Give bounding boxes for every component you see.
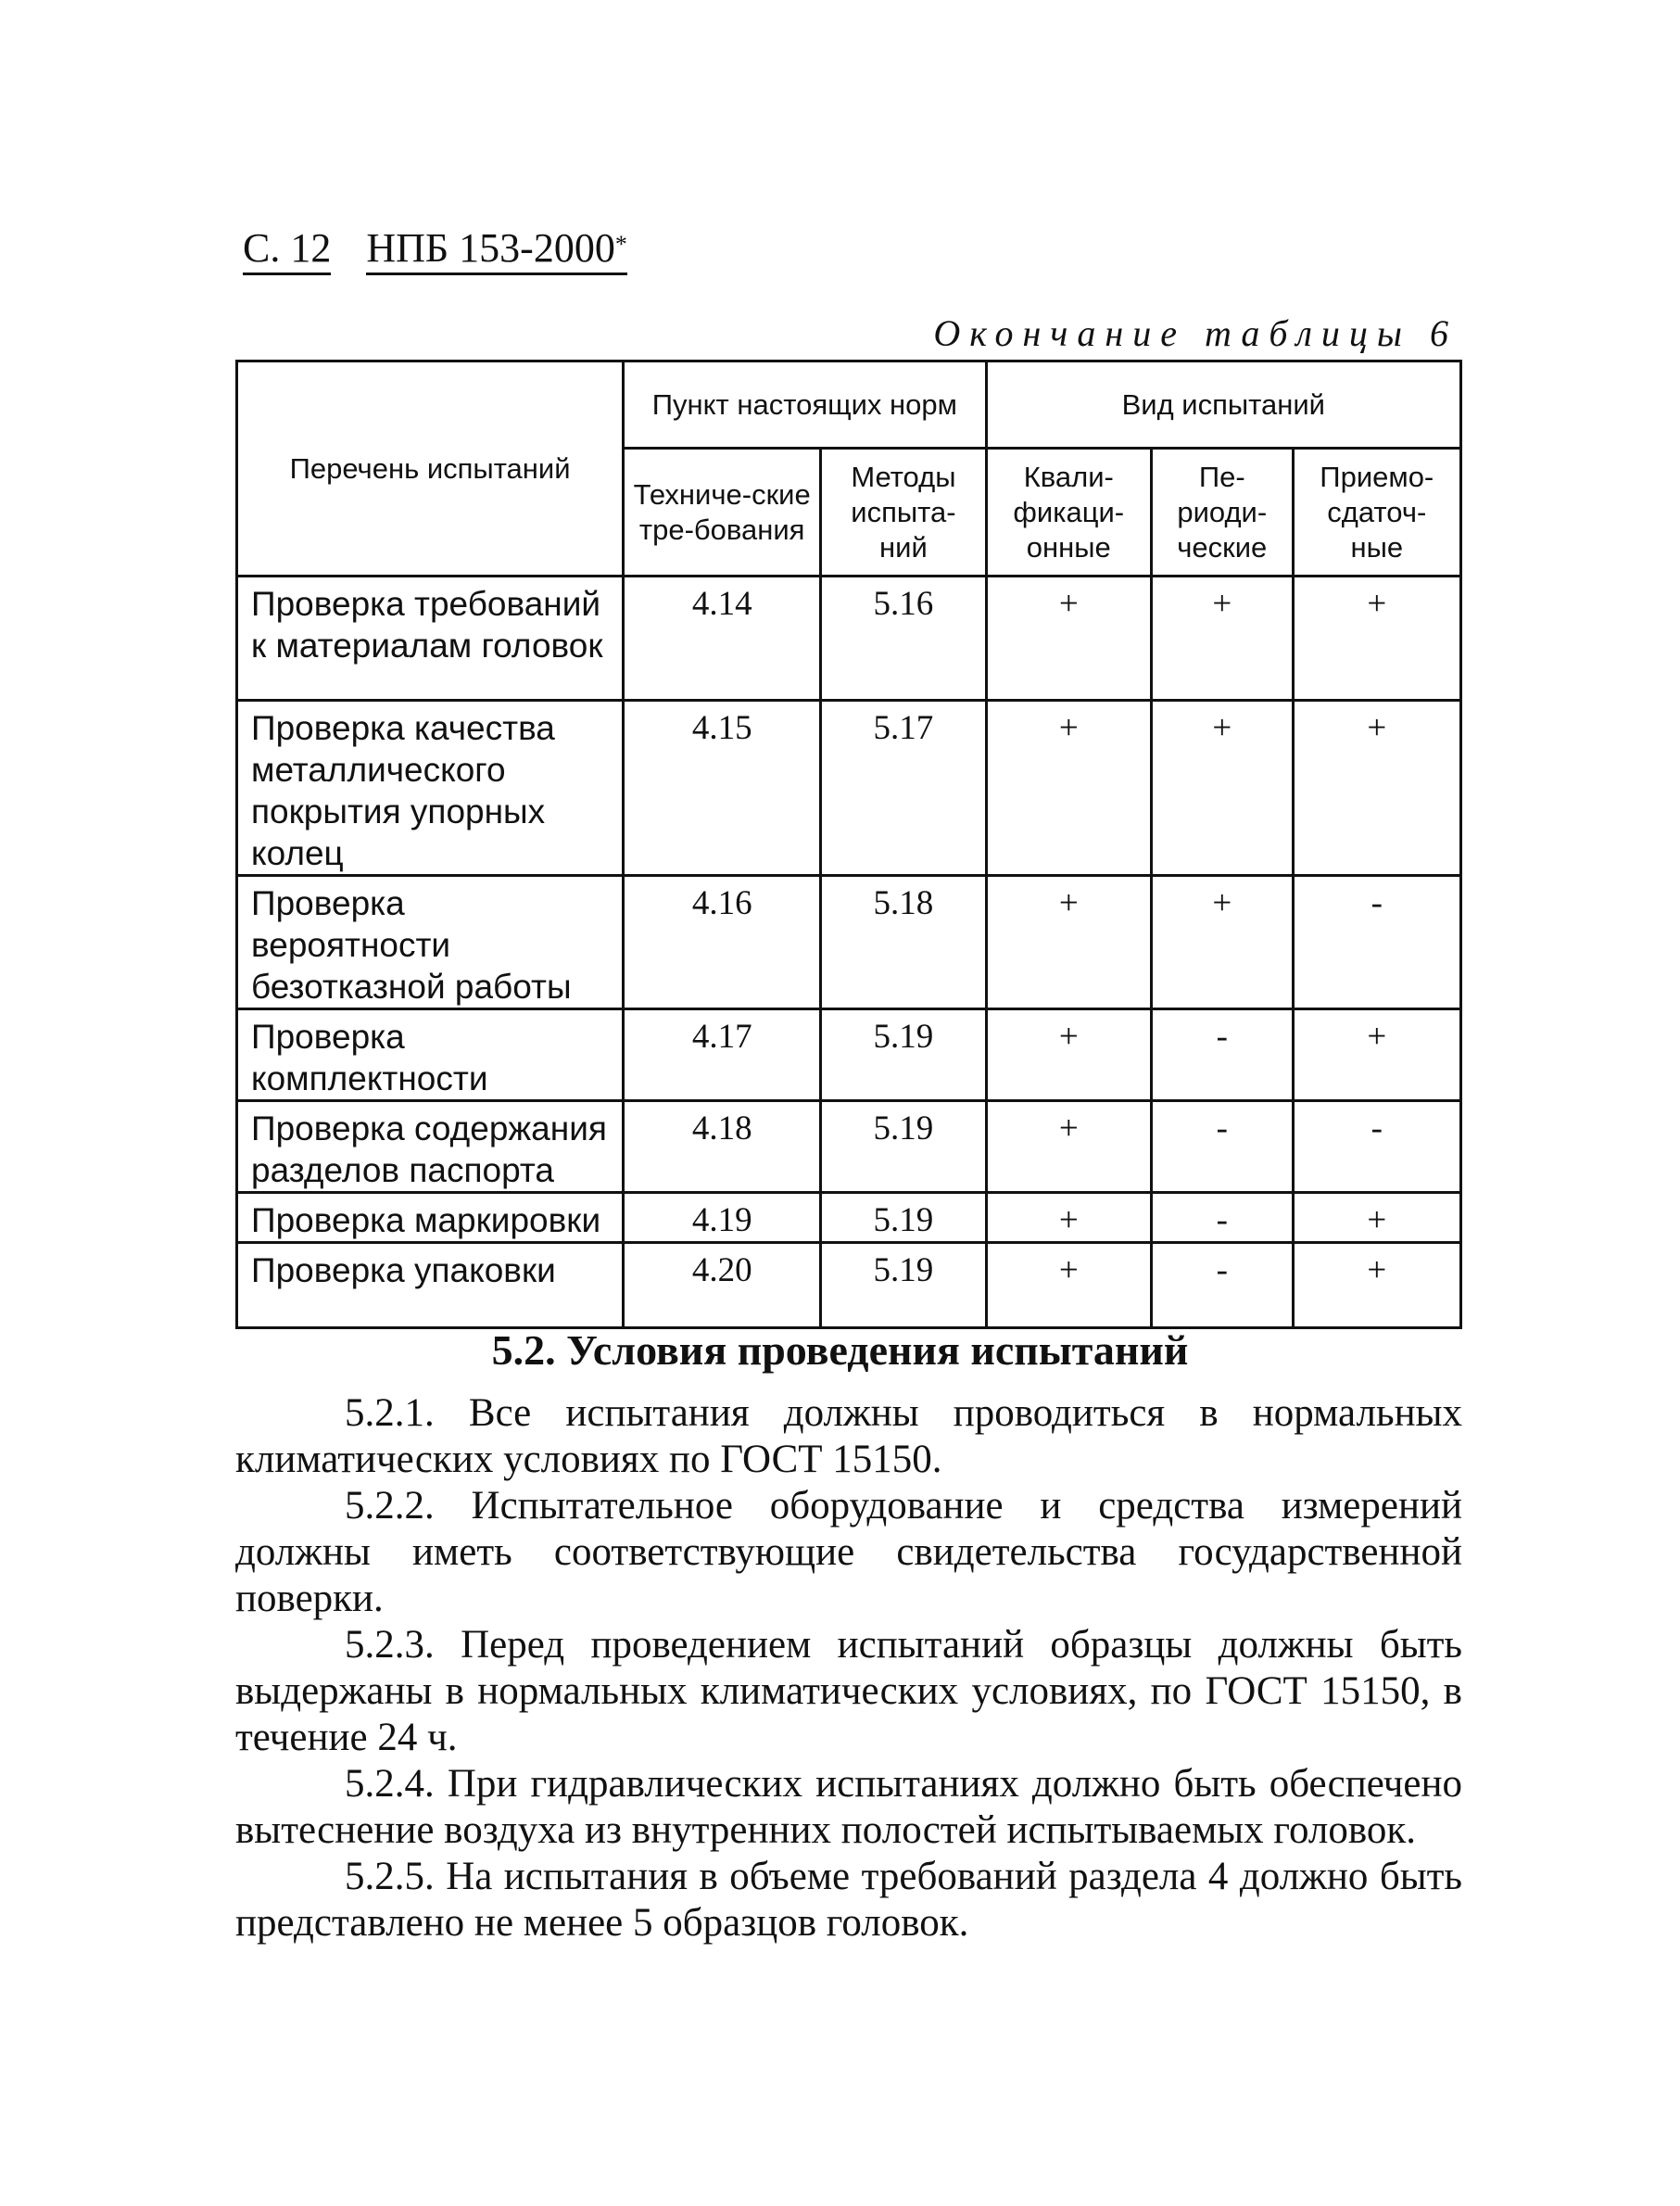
row-acceptance-mark: -: [1293, 876, 1460, 1009]
row-qualification-mark: +: [986, 1243, 1151, 1328]
row-periodic-mark: -: [1151, 1009, 1293, 1101]
table-row: [237, 1101, 1461, 1193]
row-method-clause: 5.19: [821, 1101, 986, 1193]
row-acceptance-mark: +: [1293, 1193, 1460, 1243]
row-qualification-mark: +: [986, 1009, 1151, 1101]
row-method-clause: 5.19: [821, 1193, 986, 1243]
row-periodic-mark: +: [1151, 876, 1293, 1009]
section-body: [235, 1390, 1462, 1946]
document-code: [366, 224, 626, 275]
row-acceptance-mark: +: [1293, 577, 1460, 701]
row-tech-clause: 4.14: [624, 577, 821, 701]
row-tech-clause: 4.15: [624, 701, 821, 876]
row-periodic-mark: -: [1151, 1193, 1293, 1243]
header-periodic: Пе-риоди-ческие: [1151, 449, 1293, 577]
row-tech-clause: 4.20: [624, 1243, 821, 1328]
paragraph-5-2-4: 5.2.4. При гидравлических испытаниях должно быть обеспечено вытеснение воздуха из внутренних полостей испытываемых головок.: [235, 1762, 1462, 1852]
row-tech-clause: 4.16: [624, 876, 821, 1009]
row-test-name: Проверка содержания разделов паспорта: [237, 1101, 624, 1193]
row-test-name: Проверка требований к материалам головок: [237, 577, 624, 701]
row-qualification-mark: +: [986, 577, 1151, 701]
row-test-name: Проверка качества металлического покрытия упорных колец: [237, 701, 624, 876]
header-qualification: Квали-фикаци-онные: [986, 449, 1151, 577]
page-header: [243, 224, 627, 275]
row-qualification-mark: +: [986, 701, 1151, 876]
row-acceptance-mark: +: [1293, 1009, 1460, 1101]
paragraph-5-2-1: 5.2.1. Все испытания должны проводиться в нормальных климатических условиях по ГОСТ 15150.: [235, 1391, 1462, 1481]
row-periodic-mark: +: [1151, 577, 1293, 701]
section-title: 5.2. Условия проведения испытаний: [491, 1326, 1189, 1374]
document-code-mark: *: [614, 231, 627, 258]
header-test-methods: Методы испыта-ний: [821, 449, 986, 577]
paragraph-5-2-3: 5.2.3. Перед проведением испытаний образцы должны быть выдержаны в нормальных климатических условиях, по ГОСТ 15150, в течение 24 ч.: [235, 1623, 1462, 1759]
table-head: [237, 361, 1461, 577]
row-test-name: Проверка упаковки: [237, 1243, 624, 1328]
header-test-type-group: Вид испытаний: [986, 361, 1460, 449]
document-code-text: НПБ 153-2000: [366, 225, 615, 271]
table-row: [237, 1009, 1461, 1101]
row-periodic-mark: -: [1151, 1101, 1293, 1193]
paragraph-5-2-5: 5.2.5. На испытания в объеме требований раздела 4 должно быть представлено не менее 5 образцов головок.: [235, 1855, 1462, 1945]
row-periodic-mark: +: [1151, 701, 1293, 876]
row-method-clause: 5.17: [821, 701, 986, 876]
row-method-clause: 5.19: [821, 1009, 986, 1101]
row-test-name: Проверка вероятности безотказной работы: [237, 876, 624, 1009]
row-method-clause: 5.16: [821, 577, 986, 701]
tests-table: [235, 360, 1462, 1329]
header-tech-requirements: Техниче-ские тре-бования: [624, 449, 821, 577]
row-method-clause: 5.19: [821, 1243, 986, 1328]
row-qualification-mark: +: [986, 1101, 1151, 1193]
row-test-name: Проверка комплектности: [237, 1009, 624, 1101]
row-acceptance-mark: -: [1293, 1101, 1460, 1193]
table-row: [237, 1193, 1461, 1243]
row-tech-clause: 4.19: [624, 1193, 821, 1243]
table-row: [237, 577, 1461, 701]
header-clause-group: Пункт настоящих норм: [624, 361, 986, 449]
row-tech-clause: 4.18: [624, 1101, 821, 1193]
row-qualification-mark: +: [986, 876, 1151, 1009]
row-acceptance-mark: +: [1293, 701, 1460, 876]
table-row: [237, 876, 1461, 1009]
row-acceptance-mark: +: [1293, 1243, 1460, 1328]
page-number: С. 12: [243, 224, 331, 275]
row-qualification-mark: +: [986, 1193, 1151, 1243]
table-body: [237, 577, 1461, 1328]
header-row-1: [237, 361, 1461, 449]
paragraph-5-2-2: 5.2.2. Испытательное оборудование и средства измерений должны иметь соответствующие свидетельства государственной поверки.: [235, 1484, 1462, 1620]
table-row: [237, 1243, 1461, 1328]
table-caption: Окончание таблицы 6: [933, 312, 1458, 354]
table-row: [237, 701, 1461, 876]
header-acceptance: Приемо-сдаточ-ные: [1293, 449, 1460, 577]
row-test-name: Проверка маркировки: [237, 1193, 624, 1243]
row-method-clause: 5.18: [821, 876, 986, 1009]
header-test-list: Перечень испытаний: [237, 361, 624, 577]
row-tech-clause: 4.17: [624, 1009, 821, 1101]
row-periodic-mark: -: [1151, 1243, 1293, 1328]
